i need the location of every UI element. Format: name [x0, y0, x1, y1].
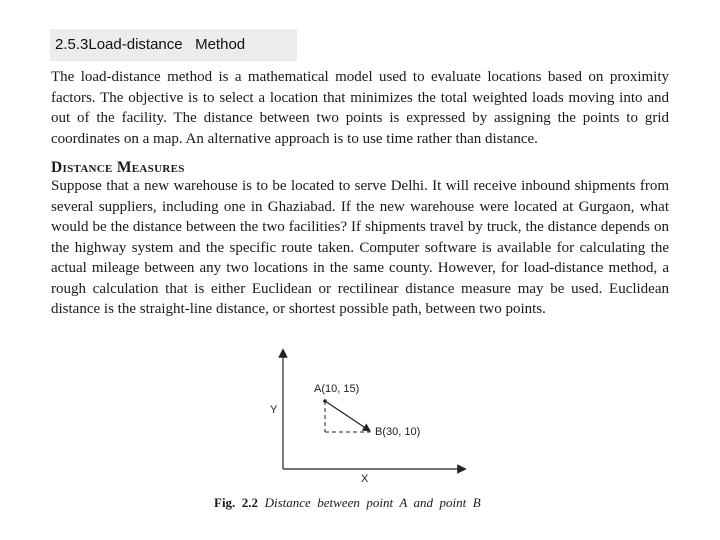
x-axis-label: X	[361, 473, 369, 485]
section-heading: 2.5.3Load-distance Method	[50, 29, 297, 61]
euclidean-line	[325, 401, 370, 431]
distance-diagram	[240, 345, 500, 495]
distance-figure	[240, 345, 500, 495]
y-axis-label: Y	[270, 404, 278, 416]
caption-text: Distance between point A and point B	[264, 495, 481, 510]
distance-measures-heading: Distance Measures	[51, 159, 185, 176]
caption-number: Fig. 2.2	[214, 495, 259, 510]
point-a-marker	[323, 399, 327, 403]
intro-paragraph: The load-distance method is a mathematical model used to evaluate locations based on proximity factors. The objective is to select a location that minimizes the total weighted loads moving into and out of the facility. The distance between two points is expressed by assigning the points to grid coordinates on a map. An alternative approach is to use time rather than distance.	[51, 69, 669, 147]
figure-caption	[214, 495, 481, 511]
point-a-label: A(10, 15)	[314, 383, 360, 395]
point-b-label: B(30, 10)	[375, 426, 421, 438]
distance-measures-paragraph: Suppose that a new warehouse is to be located to serve Delhi. It will receive inbound shipments from several suppliers, including one in Ghaziabad. If the new warehouse were located at Gurgaon, what would be the distance between the two facilities? If shipments travel by truck, the distance depends on the highway system and the specific route taken. Computer software is available for calculating the actual mileage between any two locations in the same county. However, for load-distance method, a rough calculation that is either Euclidean or rectilinear distance measure may be used. Euclidean distance is the straight-line distance, or shortest possible path, between two points.	[51, 178, 669, 317]
